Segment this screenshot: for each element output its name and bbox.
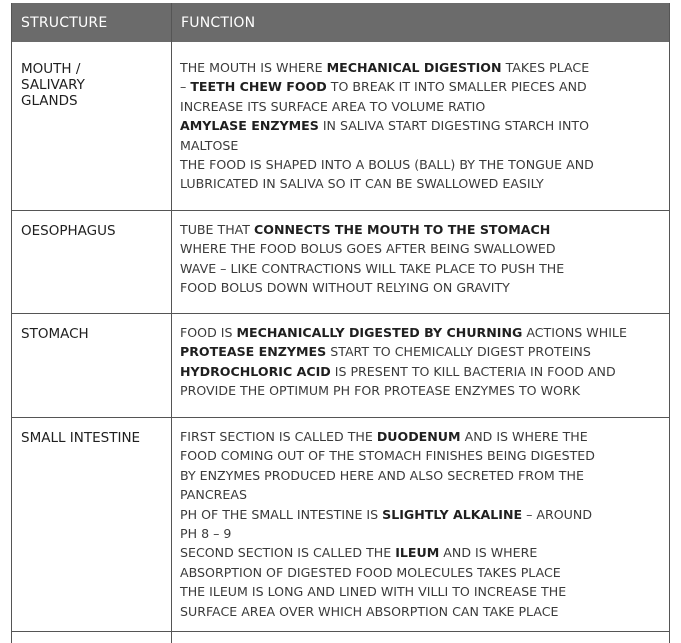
function-line	[180, 427, 664, 446]
emphasis-text: TEETH CHEW FOOD	[190, 79, 327, 95]
body-text: SECOND SECTION IS CALLED THE	[180, 545, 396, 561]
body-text: TO BREAK IT INTO SMALLER PIECES AND	[326, 79, 587, 95]
function-line	[180, 524, 664, 543]
function-line	[180, 174, 664, 193]
body-text: PH OF THE SMALL INTESTINE IS	[180, 506, 383, 522]
emphasis-text: CONNECTS THE MOUTH TO THE STOMACH	[254, 222, 551, 237]
function-line	[180, 381, 664, 400]
function-line	[180, 323, 664, 342]
structure-name-small-intestine: SMALL INTESTINE	[21, 430, 141, 446]
body-text: INCREASE ITS SURFACE AREA TO VOLUME RATIO	[180, 98, 486, 114]
body-text: AND IS WHERE	[439, 545, 538, 561]
structure-name-stomach: STOMACH	[21, 326, 89, 342]
body-text: TUBE THAT	[180, 222, 255, 237]
body-text: WHERE THE FOOD BOLUS GOES AFTER BEING SWALLOWED	[180, 241, 556, 257]
function-text-stomach	[180, 323, 664, 401]
emphasis-text: MECHANICALLY DIGESTED BY CHURNING	[236, 325, 523, 340]
row-divider	[12, 210, 669, 211]
function-line	[180, 342, 664, 361]
row-divider	[12, 313, 669, 314]
function-line	[180, 485, 664, 504]
emphasis-text: HYDROCHLORIC ACID	[180, 363, 331, 379]
body-text: BY ENZYMES PRODUCED HERE AND ALSO SECRETED FROM THE	[180, 467, 584, 483]
body-text: IS PRESENT TO KILL BACTERIA IN FOOD AND	[330, 363, 616, 379]
function-line	[180, 155, 664, 174]
function-line	[180, 602, 664, 621]
function-line	[180, 220, 664, 239]
body-text: PANCREAS	[180, 487, 247, 503]
emphasis-text: MECHANICAL DIGESTION	[326, 60, 502, 75]
body-text: IN SALIVA START DIGESTING STARCH INTO	[318, 118, 589, 134]
body-text: –	[180, 79, 191, 95]
function-line	[180, 239, 664, 258]
column-divider	[171, 3, 172, 643]
emphasis-text: SLIGHTLY ALKALINE	[382, 506, 523, 522]
emphasis-text: PROTEASE ENZYMES	[180, 344, 327, 360]
structure-name-mouth: MOUTH / SALIVARY GLANDS	[21, 61, 85, 109]
structure-column-header: STRUCTURE	[21, 15, 108, 31]
body-text: THE MOUTH IS WHERE	[180, 60, 327, 75]
function-column-header: FUNCTION	[181, 15, 256, 31]
body-text: THE ILEUM IS LONG AND LINED WITH VILLI TO INCREASE THE	[180, 584, 567, 600]
function-line	[180, 543, 664, 562]
body-text: AND IS WHERE THE	[460, 429, 588, 444]
body-text: TAKES PLACE	[501, 60, 590, 75]
function-line	[180, 116, 664, 135]
body-text: PH 8 – 9	[180, 526, 232, 542]
function-line	[180, 362, 664, 381]
emphasis-text: ILEUM	[395, 545, 440, 561]
table-header	[12, 3, 669, 42]
function-line	[180, 466, 664, 485]
row-divider	[12, 417, 669, 418]
body-text: START TO CHEMICALLY DIGEST PROTEINS	[326, 344, 591, 360]
body-text: THE FOOD IS SHAPED INTO A BOLUS (BALL) BY THE TONGUE AND	[180, 157, 594, 173]
function-text-mouth	[180, 58, 664, 194]
function-line	[180, 58, 664, 77]
structure-name-oesophagus: OESOPHAGUS	[21, 223, 116, 239]
function-line	[180, 278, 664, 297]
body-text: ABSORPTION OF DIGESTED FOOD MOLECULES TAKES PLACE	[180, 564, 561, 580]
function-line	[180, 563, 664, 582]
digestive-structures-table	[11, 3, 670, 643]
body-text: – AROUND	[522, 506, 593, 522]
row-divider	[12, 631, 669, 632]
function-text-oesophagus	[180, 220, 664, 298]
body-text: MALTOSE	[180, 137, 239, 153]
body-text: LUBRICATED IN SALIVA SO IT CAN BE SWALLOWED EASILY	[180, 176, 544, 192]
function-line	[180, 97, 664, 116]
function-line	[180, 582, 664, 601]
body-text: SURFACE AREA OVER WHICH ABSORPTION CAN TAKE PLACE	[180, 603, 559, 619]
body-text: FIRST SECTION IS CALLED THE	[180, 429, 377, 444]
body-text: FOOD BOLUS DOWN WITHOUT RELYING ON GRAVITY	[180, 280, 510, 296]
body-text: FOOD COMING OUT OF THE STOMACH FINISHES BEING DIGESTED	[180, 448, 595, 464]
function-line	[180, 259, 664, 278]
body-text: WAVE – LIKE CONTRACTIONS WILL TAKE PLACE TO PUSH THE	[180, 260, 565, 276]
function-line	[180, 77, 664, 96]
function-line	[180, 505, 664, 524]
function-text-small-intestine	[180, 427, 664, 621]
body-text: ACTIONS WHILE	[522, 325, 627, 340]
function-line	[180, 446, 664, 465]
emphasis-text: AMYLASE ENZYMES	[180, 118, 319, 134]
body-text: FOOD IS	[180, 325, 237, 340]
function-line	[180, 136, 664, 155]
emphasis-text: DUODENUM	[376, 429, 461, 444]
body-text: PROVIDE THE OPTIMUM PH FOR PROTEASE ENZYMES TO WORK	[180, 383, 580, 399]
